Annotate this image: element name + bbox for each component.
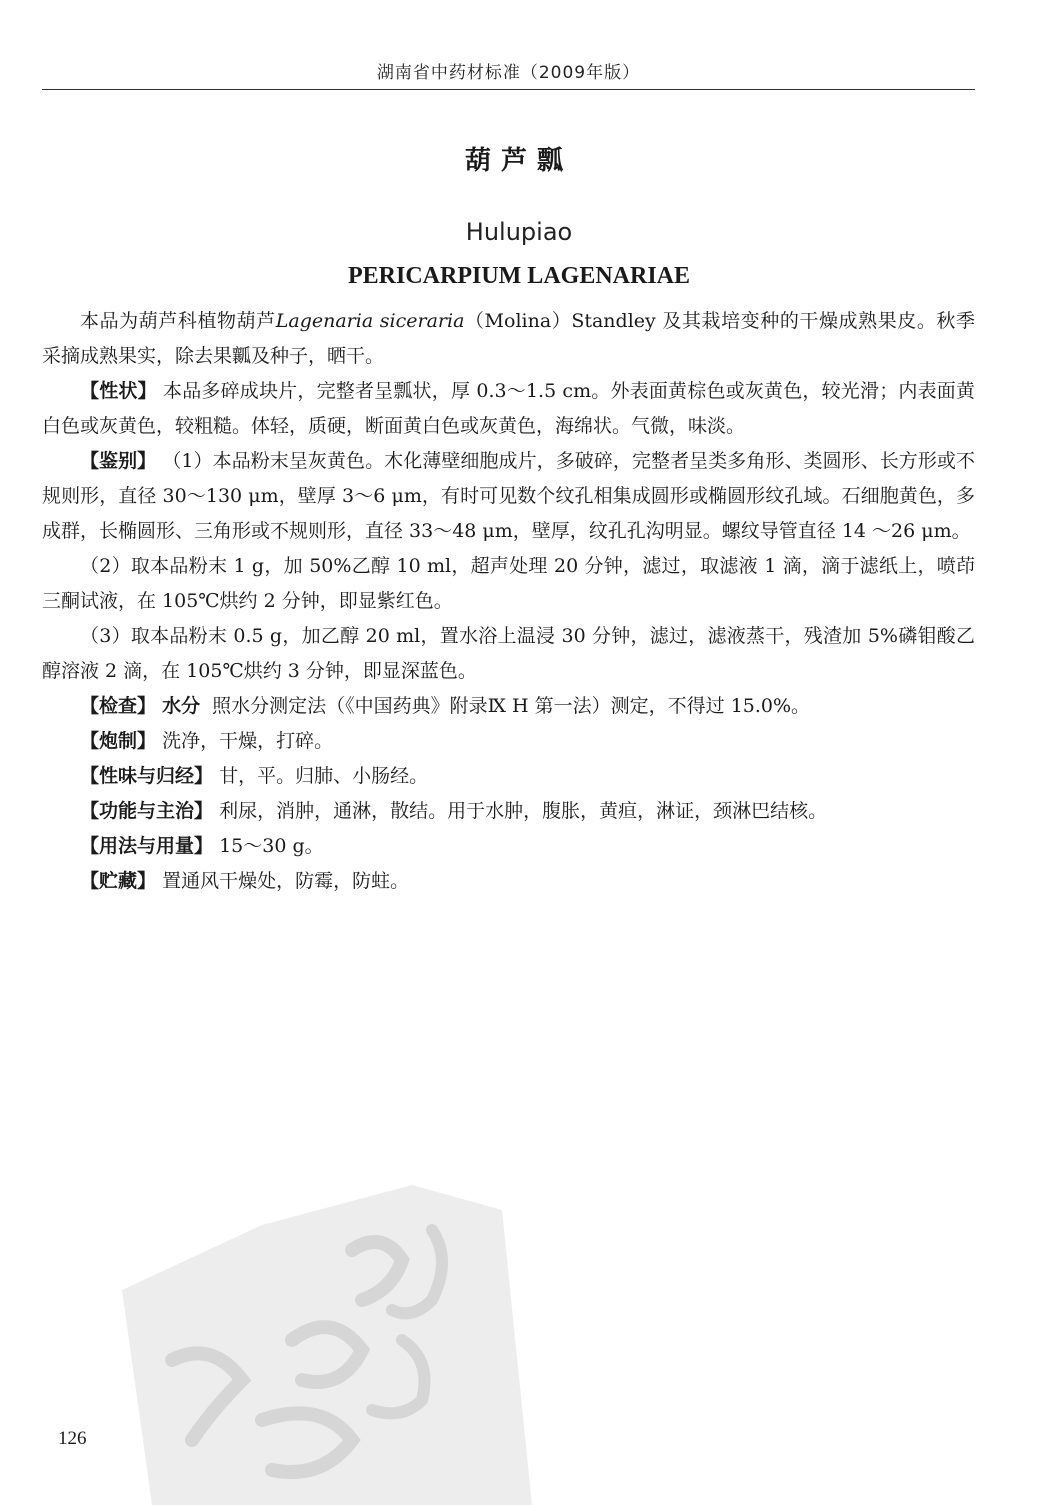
entry-latin-name: PERICARPIUM LAGENARIAE (347, 263, 690, 289)
section-label-identification: 【鉴别】 (80, 450, 157, 472)
section-label-characters: 【性状】 (80, 380, 157, 402)
function-section (42, 794, 975, 829)
section-label-inspection: 【检查】 (80, 695, 157, 717)
monograph-body (42, 304, 975, 899)
identification-text-1: （1）本品粉末呈灰黄色。木化薄壁细胞成片，多破碎，完整者呈类多角形、类圆形、长方形或不规则形，直径 30～130 μm，壁厚 3～6 μm，有时可见数个纹孔相集成圆形或椭圆形纹孔域。石细胞黄色，多成群，长椭圆形、三角形或不规则形，直径 33～48 μm，壁厚，纹孔孔沟明显。螺纹导管直径 14 ～26 μm。 (42, 450, 975, 542)
dosage-text: 15～30 g。 (219, 835, 324, 857)
section-label-nature: 【性味与归经】 (80, 765, 214, 787)
function-text: 利尿，消肿，通淋，散结。用于水肿，腹胀，黄疸，淋证，颈淋巴结核。 (219, 800, 828, 822)
entry-title: 葫芦瓢 (464, 146, 573, 176)
dosage-section (42, 829, 975, 864)
inspection-text: 照水分测定法（《中国药典》附录Ⅸ H 第一法）测定，不得过 15.0%。 (212, 695, 811, 717)
nature-section (42, 759, 975, 794)
identification-paragraph-2: （2）取本品粉末 1 g，加 50%乙醇 10 ml，超声处理 20 分钟，滤过，取滤液 1 滴，滴于滤纸上，喷茚三酮试液，在 105℃烘约 2 分钟，即显紫红色。 (42, 555, 975, 612)
inspection-sub-label: 水分 (162, 695, 201, 717)
intro-paragraph (42, 304, 975, 374)
nature-text: 甘，平。归肺、小肠经。 (219, 765, 429, 787)
characters-text: 本品多碎成块片，完整者呈瓢状，厚 0.3～1.5 cm。外表面黄棕色或灰黄色，较光滑；内表面黄白色或灰黄色，较粗糙。体轻，质硬，断面黄白色或灰黄色，海绵状。气微，味淡。 (42, 380, 975, 437)
page-number: 126 (58, 1428, 87, 1449)
intro-text-a: 本品为葫芦科植物葫芦 (80, 310, 276, 332)
processing-section (42, 724, 975, 759)
header-divider (42, 89, 975, 90)
entry-pinyin: Hulupiao (465, 218, 573, 246)
processing-text: 洗净，干燥，打碎。 (162, 730, 334, 752)
intro-text-b: （Molina）Standley 及其栽培变种的干燥成熟果皮。秋季采摘成熟果实，除去果瓤及种子，晒干。 (42, 310, 975, 367)
species-name: Lagenaria siceraria (275, 310, 465, 332)
identification-paragraph-3: （3）取本品粉末 0.5 g，加乙醇 20 ml，置水浴上温浸 30 分钟，滤过，滤液蒸干，残渣加 5%磷钼酸乙醇溶液 2 滴，在 105℃烘约 3 分钟，即显深蓝色。 (42, 625, 975, 682)
section-label-function: 【功能与主治】 (80, 800, 214, 822)
section-label-processing: 【炮制】 (80, 730, 157, 752)
section-label-dosage: 【用法与用量】 (80, 835, 214, 857)
inspection-section (42, 689, 975, 724)
running-header: 湖南省中药材标准（2009年版） (376, 63, 641, 83)
storage-text: 置通风干燥处，防霉，防蛀。 (162, 870, 410, 892)
watermark-seal (112, 1170, 532, 1505)
section-label-storage: 【贮藏】 (80, 870, 157, 892)
storage-section (42, 864, 975, 899)
identification-section (42, 444, 975, 549)
characters-section (42, 374, 975, 444)
